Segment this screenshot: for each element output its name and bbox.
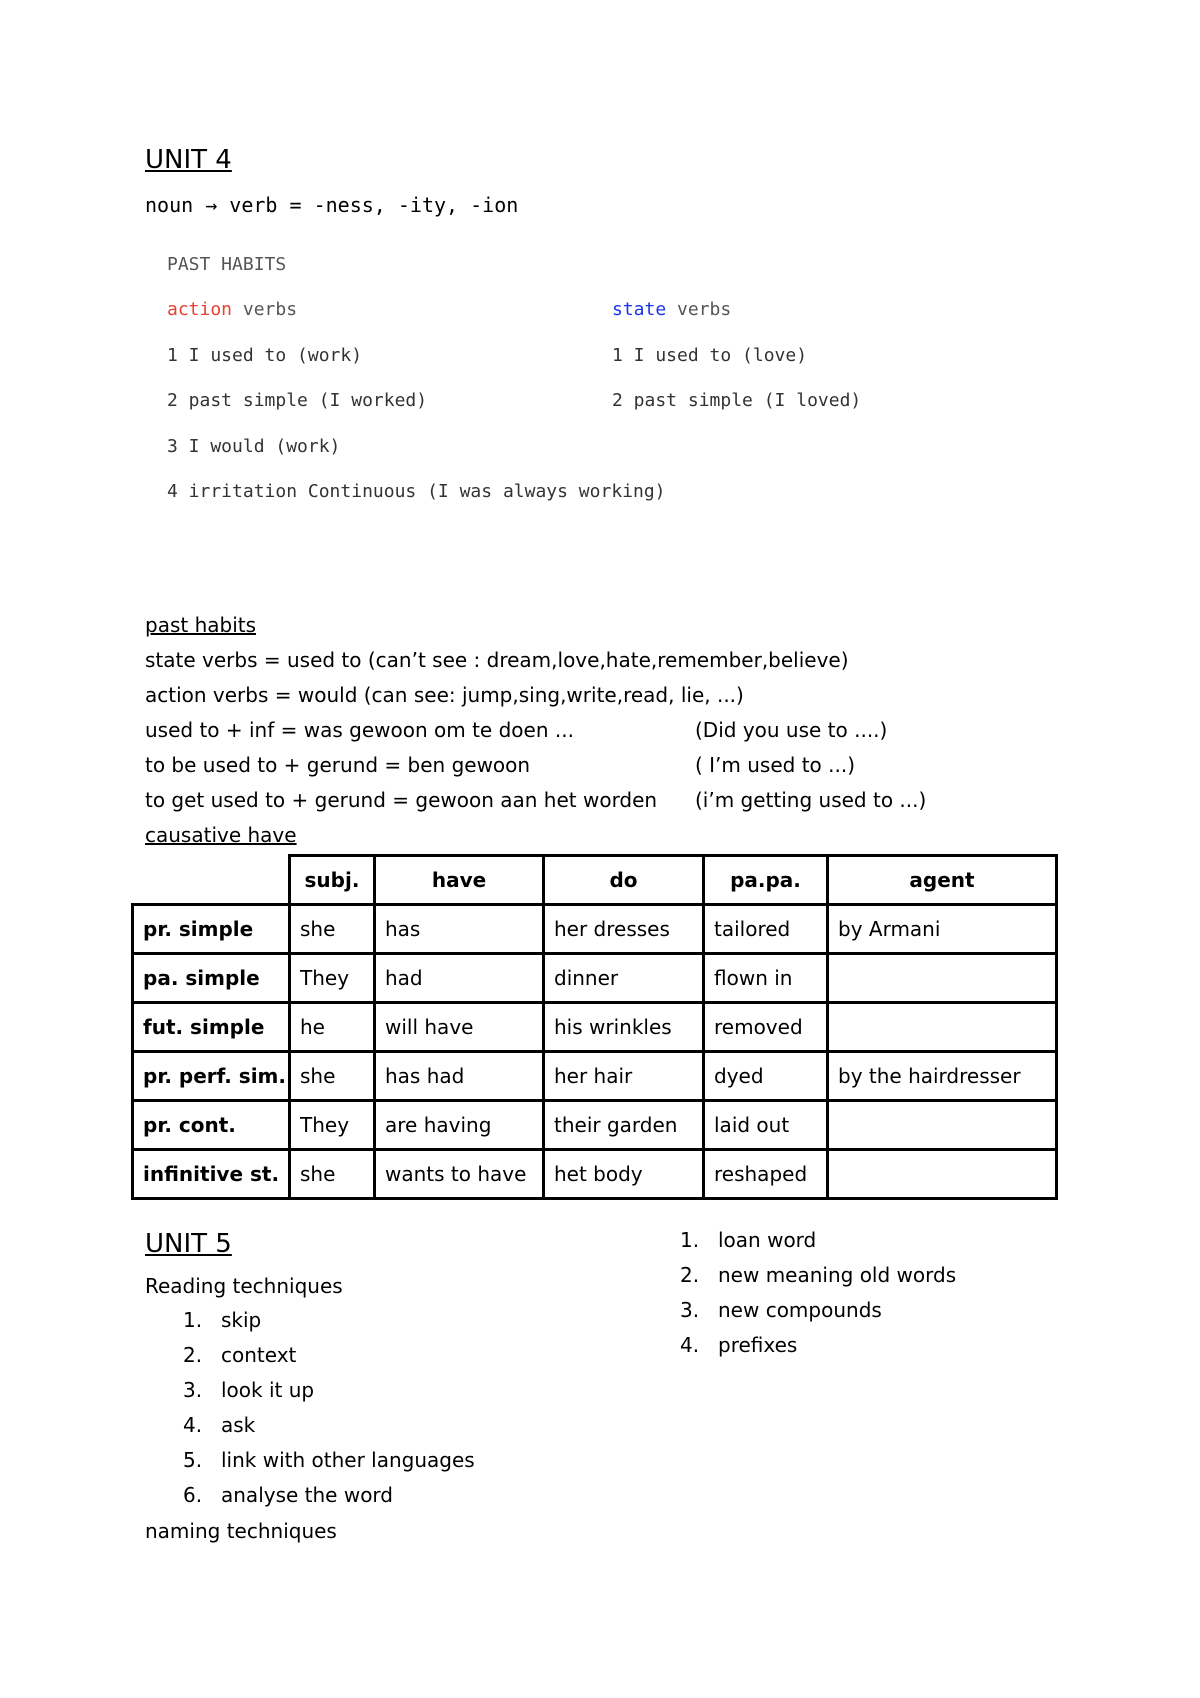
- list-item-text: ask: [221, 1413, 256, 1437]
- state-item-2: 2 past simple (I loved): [612, 390, 862, 411]
- cell-papa: tailored: [704, 905, 828, 954]
- list-item: [183, 1443, 475, 1478]
- note-line-4-example: ( I’m used to ...): [695, 753, 856, 777]
- cell-subj: she: [290, 1150, 375, 1199]
- list-item-text: context: [221, 1343, 297, 1367]
- list-item-number: 6.: [183, 1483, 203, 1507]
- table-row: [133, 905, 1057, 954]
- note-line-2: action verbs = would (can see: jump,sing,write,read, lie, ...): [145, 683, 744, 707]
- past-habits-heading: PAST HABITS: [167, 254, 287, 275]
- list-item: [680, 1293, 956, 1328]
- cell-do: his wrinkles: [544, 1003, 704, 1052]
- list-item-text: look it up: [221, 1378, 315, 1402]
- list-item-text: loan word: [718, 1228, 817, 1252]
- list-item-text: skip: [221, 1308, 262, 1332]
- row-label: pr. simple: [133, 905, 290, 954]
- note-line-3-example: (Did you use to ....): [695, 718, 888, 742]
- cell-papa: laid out: [704, 1101, 828, 1150]
- cell-do: their garden: [544, 1101, 704, 1150]
- cell-subj: They: [290, 1101, 375, 1150]
- notes-heading: past habits: [145, 613, 257, 637]
- table-corner: [133, 856, 290, 905]
- header-subj: subj.: [290, 856, 375, 905]
- list-item-text: new compounds: [718, 1298, 882, 1322]
- cell-do: her hair: [544, 1052, 704, 1101]
- naming-techniques-list: [680, 1223, 956, 1363]
- naming-techniques-heading: naming techniques: [145, 1519, 337, 1543]
- list-item-number: 1.: [680, 1228, 700, 1252]
- table-row: [133, 954, 1057, 1003]
- row-label: fut. simple: [133, 1003, 290, 1052]
- suffix-rule: noun → verb = -ness, -ity, -ion: [145, 193, 519, 217]
- cell-have: wants to have: [375, 1150, 544, 1199]
- unit5-title: UNIT 5: [145, 1229, 232, 1259]
- action-item-2: 2 past simple (I worked): [167, 390, 428, 411]
- row-label: infinitive st.: [133, 1150, 290, 1199]
- cell-papa: dyed: [704, 1052, 828, 1101]
- action-word: action: [167, 299, 233, 320]
- list-item-number: 3.: [183, 1378, 203, 1402]
- note-line-5-example: (i’m getting used to ...): [695, 788, 927, 812]
- row-label: pr. cont.: [133, 1101, 290, 1150]
- row-label: pr. perf. sim.: [133, 1052, 290, 1101]
- unit4-title: UNIT 4: [145, 145, 232, 175]
- list-item-text: prefixes: [718, 1333, 798, 1357]
- action-item-1: 1 I used to (work): [167, 345, 363, 366]
- state-verbs-word: verbs: [666, 299, 732, 320]
- table-row: [133, 1003, 1057, 1052]
- list-item: [680, 1223, 956, 1258]
- header-agent: agent: [828, 856, 1057, 905]
- list-item: [183, 1338, 475, 1373]
- list-item-number: 2.: [680, 1263, 700, 1287]
- action-item-3: 3 I would (work): [167, 436, 341, 457]
- action-item-4: 4 irritation Continuous (I was always working): [167, 481, 666, 502]
- action-verbs-word: verbs: [232, 299, 298, 320]
- cell-have: will have: [375, 1003, 544, 1052]
- list-item-number: 4.: [680, 1333, 700, 1357]
- list-item-number: 2.: [183, 1343, 203, 1367]
- list-item-number: 1.: [183, 1308, 203, 1332]
- cell-have: are having: [375, 1101, 544, 1150]
- list-item-number: 5.: [183, 1448, 203, 1472]
- state-word: state: [612, 299, 667, 320]
- cell-papa: flown in: [704, 954, 828, 1003]
- cell-do: dinner: [544, 954, 704, 1003]
- table-row: [133, 1101, 1057, 1150]
- list-item-number: 4.: [183, 1413, 203, 1437]
- list-item-number: 3.: [680, 1298, 700, 1322]
- list-item: [183, 1373, 475, 1408]
- note-line-3: used to + inf = was gewoon om te doen ...: [145, 718, 574, 742]
- table-header-row: [133, 856, 1057, 905]
- table-row: [133, 1052, 1057, 1101]
- cell-agent: [828, 1150, 1057, 1199]
- note-line-1: state verbs = used to (can’t see : dream,love,hate,remember,believe): [145, 648, 849, 672]
- list-item-text: analyse the word: [221, 1483, 394, 1507]
- cell-subj: They: [290, 954, 375, 1003]
- cell-have: had: [375, 954, 544, 1003]
- table-row: [133, 1150, 1057, 1199]
- row-label: pa. simple: [133, 954, 290, 1003]
- cell-have: has: [375, 905, 544, 954]
- cell-papa: removed: [704, 1003, 828, 1052]
- cell-agent: [828, 1101, 1057, 1150]
- header-papa: pa.pa.: [704, 856, 828, 905]
- cell-agent: [828, 954, 1057, 1003]
- cell-subj: she: [290, 905, 375, 954]
- state-verbs-heading: [612, 299, 731, 320]
- header-have: have: [375, 856, 544, 905]
- list-item: [183, 1478, 475, 1513]
- list-item: [680, 1328, 956, 1363]
- list-item: [680, 1258, 956, 1293]
- list-item: [183, 1303, 475, 1338]
- cell-do: het body: [544, 1150, 704, 1199]
- list-item-text: new meaning old words: [718, 1263, 957, 1287]
- cell-have: has had: [375, 1052, 544, 1101]
- note-line-4: to be used to + gerund = ben gewoon: [145, 753, 531, 777]
- cell-do: her dresses: [544, 905, 704, 954]
- cell-papa: reshaped: [704, 1150, 828, 1199]
- cell-subj: he: [290, 1003, 375, 1052]
- reading-techniques-heading: Reading techniques: [145, 1274, 343, 1298]
- cell-subj: she: [290, 1052, 375, 1101]
- list-item: [183, 1408, 475, 1443]
- action-verbs-heading: [167, 299, 297, 320]
- reading-techniques-list: [183, 1303, 475, 1513]
- cell-agent: by Armani: [828, 905, 1057, 954]
- causative-table: [131, 854, 1058, 1200]
- cell-agent: by the hairdresser: [828, 1052, 1057, 1101]
- causative-heading: causative have: [145, 823, 297, 847]
- list-item-text: link with other languages: [221, 1448, 475, 1472]
- state-item-1: 1 I used to (love): [612, 345, 808, 366]
- header-do: do: [544, 856, 704, 905]
- note-line-5: to get used to + gerund = gewoon aan het worden: [145, 788, 658, 812]
- cell-agent: [828, 1003, 1057, 1052]
